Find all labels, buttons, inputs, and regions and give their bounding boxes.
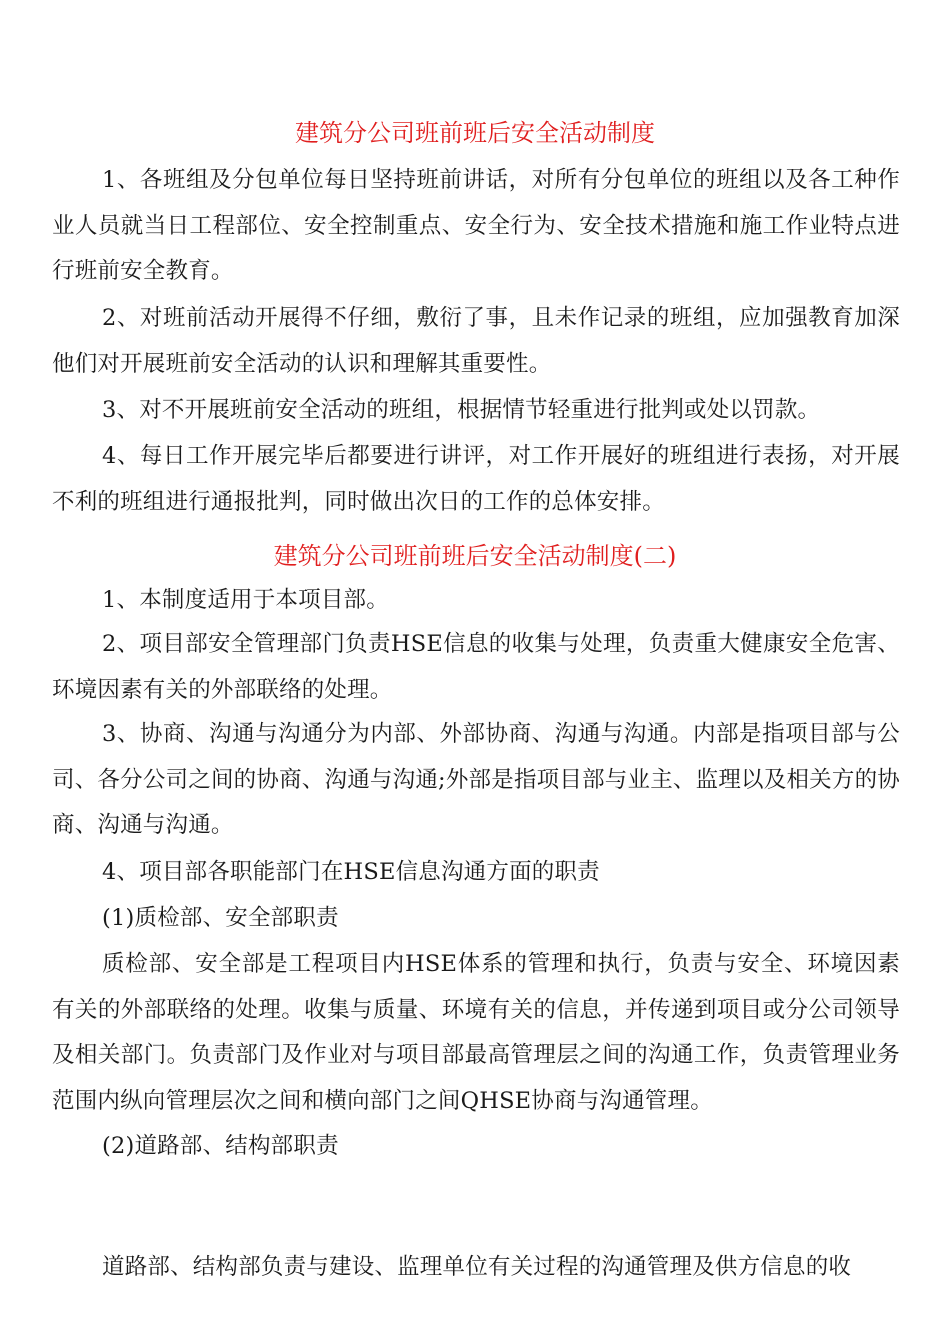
- paragraph-8: 4、项目部各职能部门在HSE信息沟通方面的职责: [102, 859, 600, 885]
- paragraph-4: 4、每日工作开展完毕后都要进行讲评，对工作开展好的班组进行表扬，对开展不利的班组进行通报批判，同时做出次日的工作的总体安排。: [52, 443, 900, 515]
- paragraph-6: 2、项目部安全管理部门负责HSE信息的收集与处理，负责重大健康安全危害、环境因素有关的外部联络的处理。: [52, 631, 900, 703]
- paragraph-9: (1)质检部、安全部职责: [102, 905, 339, 931]
- paragraph-7: 3、协商、沟通与沟通分为内部、外部协商、沟通与沟通。内部是指项目部与公司、各分公司之间的协商、沟通与沟通;外部是指项目部与业主、监理以及相关方的协商、沟通与沟通。: [52, 721, 900, 838]
- paragraph-11: (2)道路部、结构部职责: [102, 1133, 339, 1159]
- paragraph-3: 3、对不开展班前安全活动的班组，根据情节轻重进行批判或处以罚款。: [102, 397, 821, 423]
- section-title-2: 建筑分公司班前班后安全活动制度(二): [273, 542, 677, 570]
- paragraph-5: 1、本制度适用于本项目部。: [102, 587, 389, 613]
- paragraph-12: 道路部、结构部负责与建设、监理单位有关过程的沟通管理及供方信息的收: [102, 1254, 852, 1280]
- paragraph-2: 2、对班前活动开展得不仔细，敷衍了事，且未作记录的班组，应加强教育加深他们对开展班前安全活动的认识和理解其重要性。: [52, 305, 900, 377]
- paragraph-1: 1、各班组及分包单位每日坚持班前讲话，对所有分包单位的班组以及各工种作业人员就当日工程部位、安全控制重点、安全行为、安全技术措施和施工作业特点进行班前安全教育。: [52, 167, 900, 284]
- document-title: 建筑分公司班前班后安全活动制度: [295, 119, 655, 147]
- paragraph-10: 质检部、安全部是工程项目内HSE体系的管理和执行，负责与安全、环境因素有关的外部联络的处理。收集与质量、环境有关的信息，并传递到项目或分公司领导及相关部门。负责部门及作业对与项目部最高管理层之间的沟通工作，负责管理业务范围内纵向管理层次之间和横向部门之间QHSE协商与沟通管理。: [52, 951, 900, 1114]
